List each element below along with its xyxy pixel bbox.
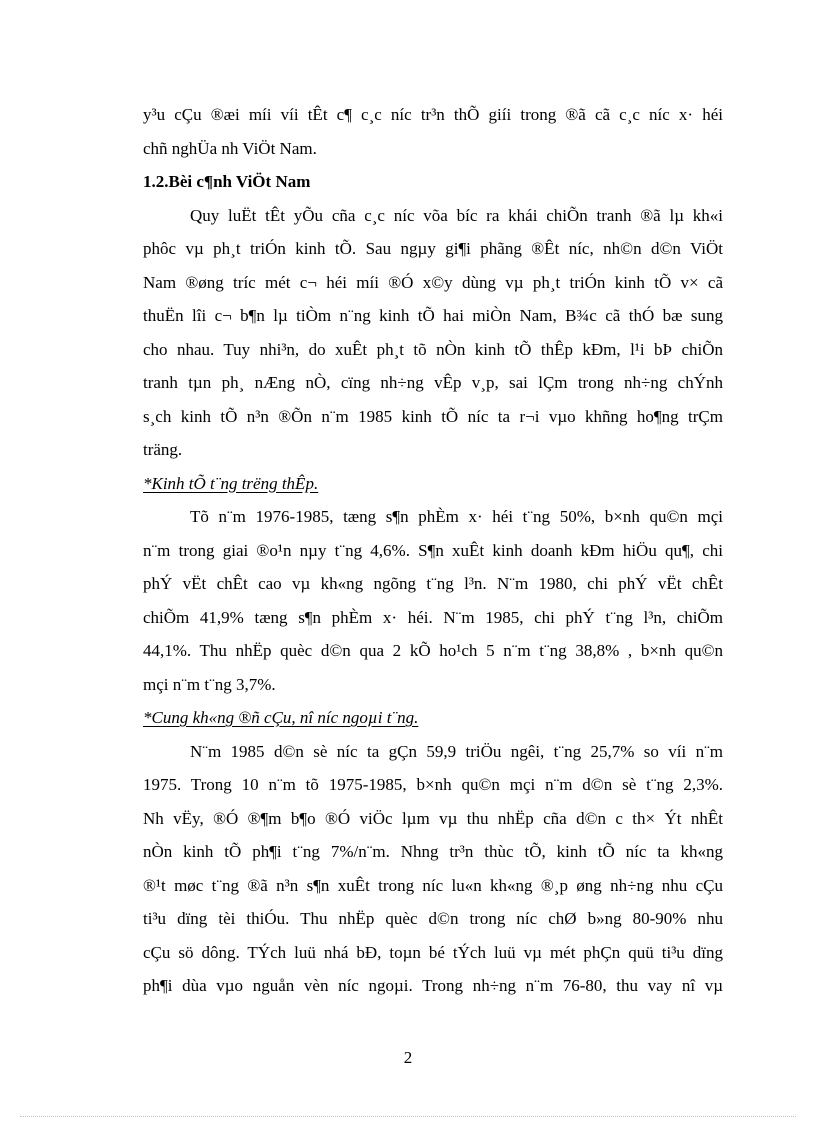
text-line: 44,1%. Thu nhËp quèc d©n qua 2 kÕ ho¹ch 5 n¨m t¨ng 38,8% , b×nh qu©n [143, 641, 723, 660]
section-heading: 1.2.Bèi c¶nh ViÖt Nam [143, 172, 311, 191]
text-line: Nam ®øng tríc mét c¬ héi míi ®Ó x©y dùng vµ ph¸t triÓn kinh tÕ v× cã [143, 272, 723, 292]
text-line: Nh vËy, ®Ó ®¶m b¶o ®Ó viÖc lµm vµ thu nhËp cña d©n c th× Ýt nhÊt [143, 808, 723, 828]
subheading: *Kinh tÕ t¨ng trëng thÊp. [143, 473, 319, 493]
text-line: thuËn lîi c¬ b¶n lµ tiÒm n¨ng kinh tÕ hai miÒn Nam, B¾c cã thÓ bæ sung [143, 306, 723, 325]
text-line: cho nhau. Tuy nhi³n, do xuÊt ph¸t tõ nÒn kinh tÕ thÊp kÐm, l¹i bÞ chiÕn [143, 339, 723, 359]
text-line: 1975. Trong 10 n¨m tõ 1975-1985, b×nh qu©n mçi n¨m d©n sè t¨ng 2,3%. [143, 775, 723, 794]
text-line: träng. [143, 440, 183, 459]
text-line: ®¹t møc t¨ng ®ã n³n s¶n xuÊt trong níc lu«n kh«ng ®¸p øng nh÷ng nhu cÇu [143, 875, 723, 895]
text-line: phôc vµ ph¸t triÓn kinh tÕ. Sau ngµy gi¶i phãng ®Êt níc, nh©n d©n ViÖt [143, 239, 723, 258]
text-line: phÝ vËt chÊt cao vµ kh«ng ngõng t¨ng l³n. N¨m 1980, chi phÝ vËt chÊt [143, 574, 723, 593]
text-line: Quy luËt tÊt yÕu cña c¸c níc võa bíc ra khái chiÕn tranh ®ã lµ kh«i [190, 205, 723, 225]
text-line: chñ nghÜa nh ViÖt Nam. [143, 138, 317, 158]
body-text [143, 98, 723, 1003]
text-line: mçi n¨m t¨ng 3,7%. [143, 674, 276, 694]
text-line: y³u cÇu ®æi míi víi tÊt c¶ c¸c níc tr³n thÕ giíi trong ®ã cã c¸c níc x· héi [143, 105, 723, 124]
text-line: N¨m 1985 d©n sè níc ta gÇn 59,9 triÖu ngêi, t¨ng 25,7% so víi n¨m [190, 741, 723, 761]
subheading: *Cung kh«ng ®ñ cÇu, nî níc ngoµi t¨ng. [143, 708, 419, 727]
text-line: ph¶i dùa vµo nguån vèn níc ngoµi. Trong nh÷ng n¨m 76-80, thu vay nî vµ [143, 976, 723, 995]
text-line: Tõ n¨m 1976-1985, tæng s¶n phÈm x· héi t¨ng 50%, b×nh qu©n mçi [190, 507, 723, 526]
page-number: 2 [403, 1048, 413, 1067]
text-line: tranh tµn ph¸ nÆng nÒ, cïng nh÷ng vÊp v¸p, sai lÇm trong nh÷ng chÝnh [143, 373, 723, 392]
text-line: s¸ch kinh tÕ n³n ®Õn n¨m 1985 kinh tÕ níc ta r¬i vµo khñng ho¶ng trÇm [143, 406, 723, 426]
text-line: ti³u dïng tèi thiÓu. Thu nhËp quèc d©n trong níc chØ b»ng 80-90% nhu [143, 909, 723, 928]
text-line: cÇu sö dông. TÝch luü nhá bÐ, toµn bé tÝch luü vµ mét phÇn quü ti³u dïng [143, 942, 723, 962]
text-line: chiÕm 41,9% tæng s¶n phÈm x· héi. N¨m 1985, chi phÝ t¨ng l³n, chiÕm [143, 607, 723, 627]
text-line: n¨m trong giai ®o¹n nµy t¨ng 4,6%. S¶n xuÊt kinh doanh kÐm hiÖu qu¶, chi [143, 540, 723, 560]
text-line: nÒn kinh tÕ ph¶i t¨ng 7%/n¨m. Nhng tr³n thùc tÕ, kinh tÕ níc ta kh«ng [143, 842, 723, 861]
page-bottom-border [20, 1116, 796, 1117]
